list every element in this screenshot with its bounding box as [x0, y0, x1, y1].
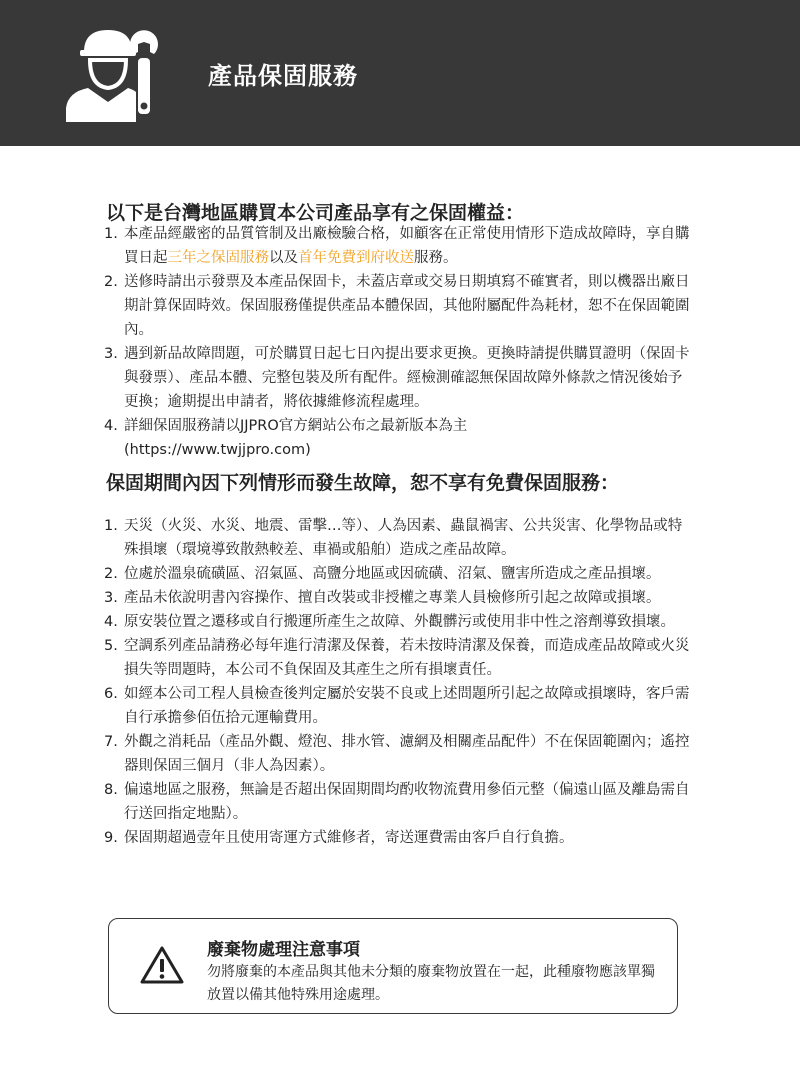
list-item: 9. 保固期超過壹年且使用寄運方式維修者，寄送運費需由客戶自行負擔。 [104, 830, 574, 846]
list-item: 2. 位處於溫泉硫磺區、沼氣區、高鹽分地區或因硫磺、沼氣、鹽害所造成之產品損壞。 [104, 566, 661, 582]
highlight-warranty-period: 三年之保固服務 [167, 250, 269, 266]
page-title: 產品保固服務 [208, 62, 358, 90]
list-item: 1. 本產品經嚴密的品質管制及出廠檢驗合格，如顧客在正常使用情形下造成故障時，享自購買日起三年之保固服務以及首年免費到府收送服務。 [104, 226, 690, 266]
page-header [0, 0, 800, 146]
waste-disposal-notice [108, 918, 678, 1014]
notice-title: 廢棄物處理注意事項 [207, 940, 360, 960]
notice-text: 勿將廢棄的本產品與其他未分類的廢棄物放置在一起，此種廢物應該單獨放置以備其他特殊用途處理。 [207, 964, 655, 1003]
list-item: 4. 詳細保固服務請以JJPRO官方網站公布之最新版本為主 (https://www.twjjpro.com) [104, 418, 468, 458]
exclusions-title: 保固期間內因下列情形而發生故障，恕不享有免費保固服務： [106, 472, 620, 494]
list-item: 7. 外觀之消耗品（產品外觀、燈泡、排水管、濾網及相關產品配件）不在保固範圍內；遙控器則保固三個月（非人為因素）。 [104, 734, 690, 774]
list-item: 4. 原安裝位置之遷移或自行搬運所產生之故障、外觀髒污或使用非中性之溶劑導致損壞。 [104, 614, 675, 630]
list-item: 3. 產品未依說明書內容操作、擅自改裝或非授權之專業人員檢修所引起之故障或損壞。 [104, 590, 661, 606]
list-item: 3. 遇到新品故障問題，可於購買日起七日內提出要求更換。更換時請提供購買證明（保固卡與發票）、產品本體、完整包裝及所有配件。經檢測確認無保固故障外條款之情況後始予更換；逾期提出申請者，將依據維修流程處理。 [104, 346, 690, 410]
list-item: 2. 送修時請出示發票及本產品保固卡，未蓋店章或交易日期填寫不確實者，則以機器出廠日期計算保固時效。保固服務僅提供產品本體保固，其他附屬配件為耗材，恕不在保固範圍內。 [104, 274, 690, 338]
exclusions-list [104, 514, 694, 850]
highlight-free-pickup: 首年免費到府收送 [298, 250, 414, 266]
list-item: 1. 天災（火災、水災、地震、雷擊…等）、人為因素、蟲鼠禍害、公共災害、化學物品或特殊損壞（環境導致散熱較差、車禍或船舶）造成之產品故障。 [104, 518, 683, 558]
list-item: 8. 偏遠地區之服務，無論是否超出保固期間均酌收物流費用參佰元整（偏遠山區及離島需自行送回指定地點）。 [104, 782, 690, 822]
warranty-rights-list [104, 222, 694, 462]
warning-triangle-icon [139, 945, 185, 985]
technician-wrench-icon [62, 22, 160, 124]
official-website-link[interactable]: (https://www.twjjpro.com) [124, 442, 311, 458]
warranty-rights-title: 以下是台灣地區購買本公司產品享有之保固權益： [106, 202, 525, 224]
list-item: 5. 空調系列產品請務必每年進行清潔及保養，若未按時清潔及保養，而造成產品故障或火災損失等問題時，本公司不負保固及其產生之所有損壞責任。 [104, 638, 690, 678]
list-item: 6. 如經本公司工程人員檢查後判定屬於安裝不良或上述問題所引起之故障或損壞時，客戶需自行承擔參佰伍拾元運輸費用。 [104, 686, 690, 726]
